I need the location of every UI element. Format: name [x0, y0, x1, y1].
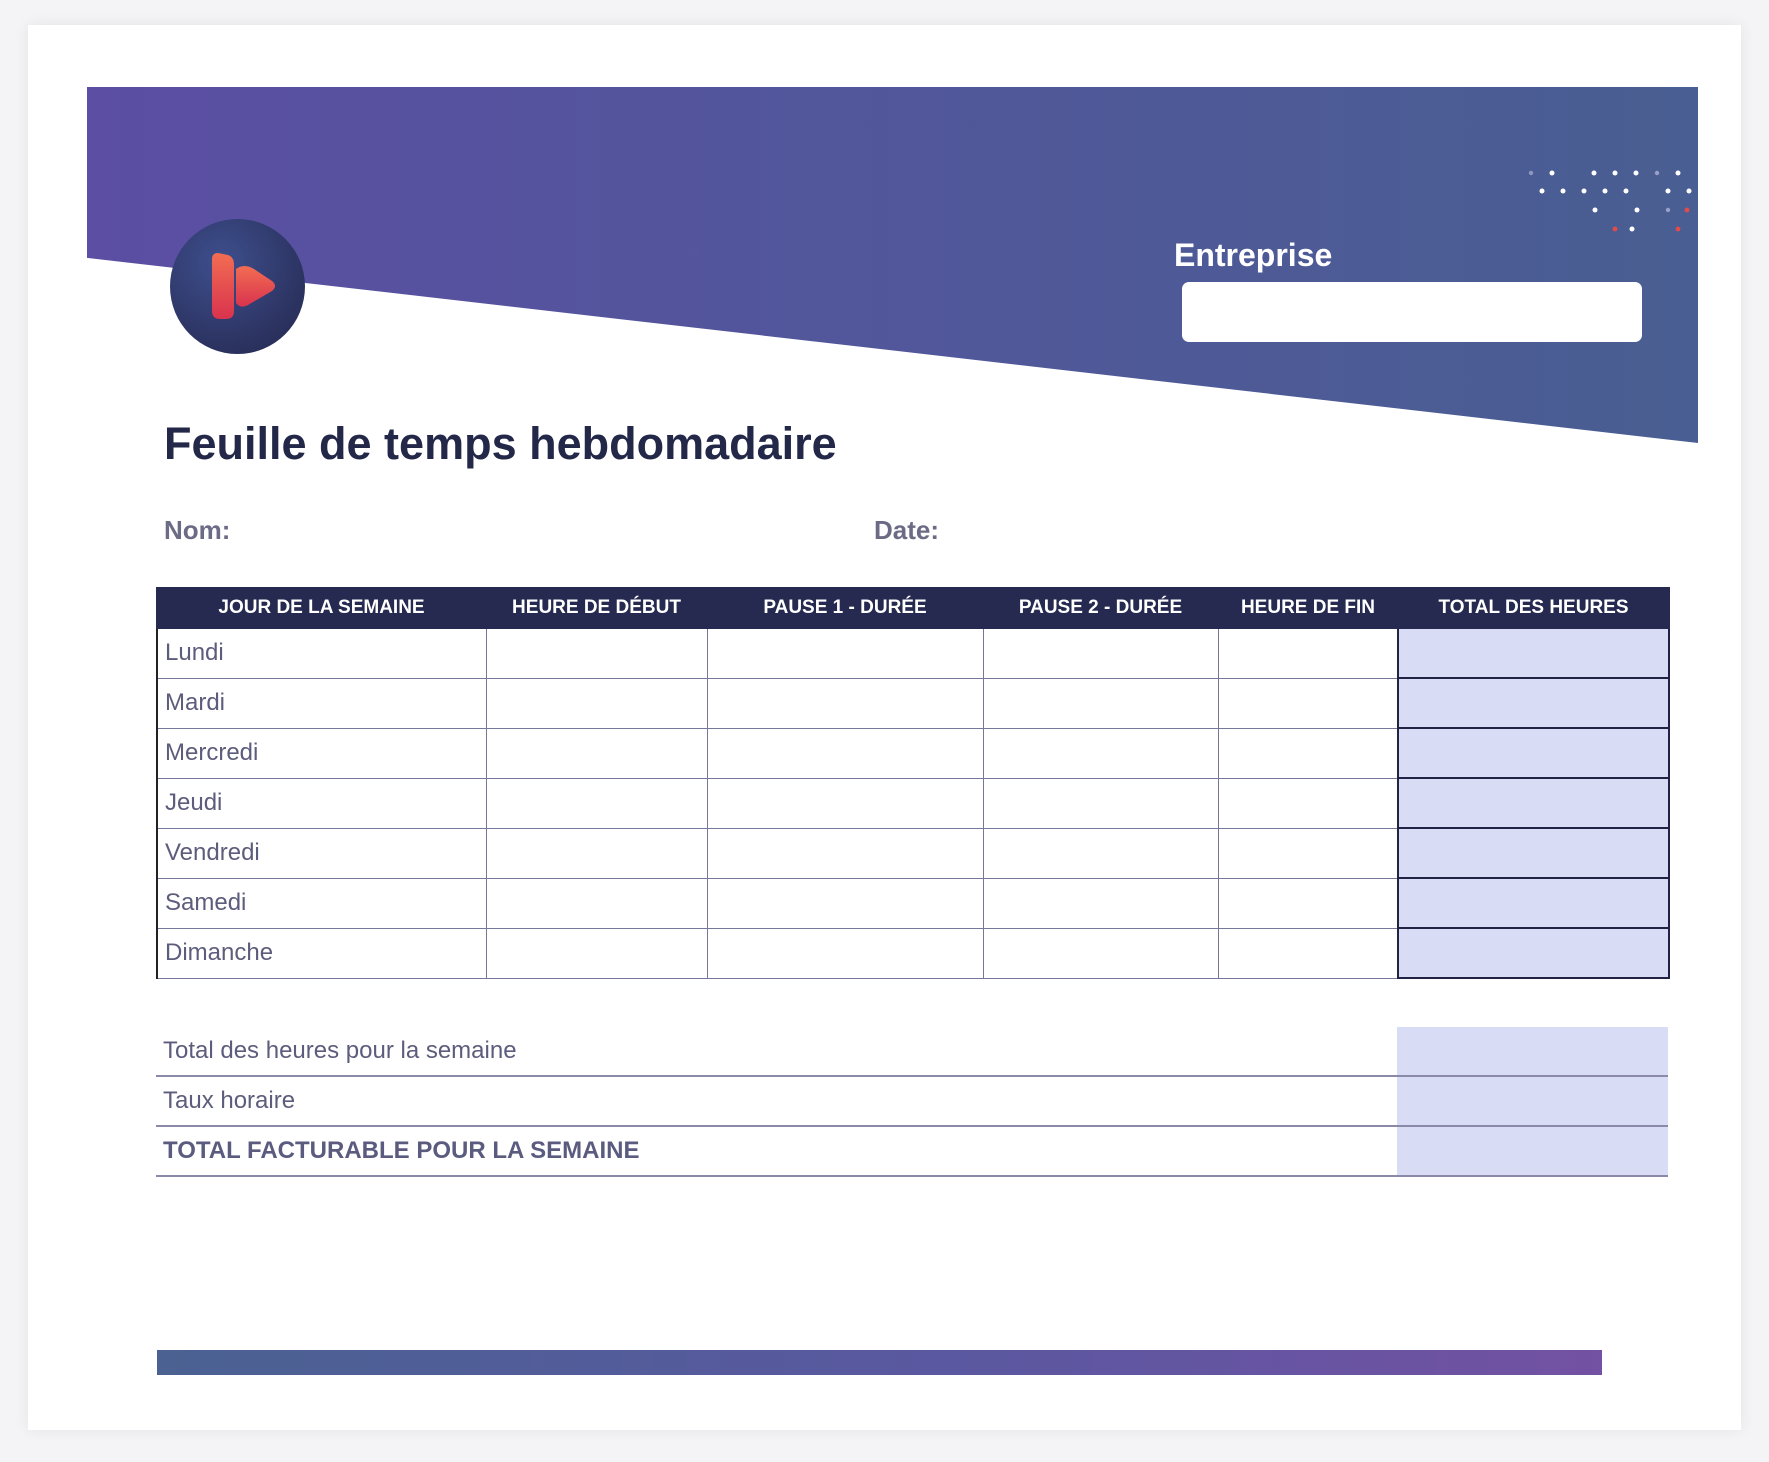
start-time-cell[interactable]	[486, 828, 707, 878]
end-time-cell[interactable]	[1218, 728, 1398, 778]
break2-cell[interactable]	[983, 878, 1218, 928]
summary-row-billable-total	[156, 1126, 1668, 1176]
table-row	[157, 628, 1669, 678]
total-hours-cell	[1398, 628, 1669, 678]
weekly-hours-value	[1397, 1027, 1668, 1076]
date-label: Date:	[874, 515, 940, 545]
end-time-cell[interactable]	[1218, 678, 1398, 728]
column-header-total: TOTAL DES HEURES	[1398, 588, 1669, 628]
break1-cell[interactable]	[707, 928, 983, 978]
day-cell: Mercredi	[157, 728, 486, 778]
day-cell: Vendredi	[157, 828, 486, 878]
summary-table	[156, 1027, 1668, 1177]
break1-cell[interactable]	[707, 628, 983, 678]
billable-total-label: TOTAL FACTURABLE POUR LA SEMAINE	[156, 1126, 1397, 1176]
day-cell: Lundi	[157, 628, 486, 678]
start-time-cell[interactable]	[486, 928, 707, 978]
total-hours-cell	[1398, 878, 1669, 928]
column-header-break1: PAUSE 1 - DURÉE	[707, 588, 983, 628]
end-time-cell[interactable]	[1218, 828, 1398, 878]
table-row	[157, 878, 1669, 928]
day-cell: Dimanche	[157, 928, 486, 978]
billable-total-value	[1397, 1126, 1668, 1176]
break1-cell[interactable]	[707, 878, 983, 928]
timesheet-table	[156, 587, 1670, 979]
break2-cell[interactable]	[983, 928, 1218, 978]
column-header-break2: PAUSE 2 - DURÉE	[983, 588, 1218, 628]
end-time-cell[interactable]	[1218, 878, 1398, 928]
table-row	[157, 728, 1669, 778]
break1-cell[interactable]	[707, 828, 983, 878]
break2-cell[interactable]	[983, 628, 1218, 678]
name-label: Nom:	[164, 515, 231, 545]
end-time-cell[interactable]	[1218, 928, 1398, 978]
end-time-cell[interactable]	[1218, 778, 1398, 828]
dot-pattern-icon	[1515, 165, 1695, 240]
start-time-cell[interactable]	[486, 628, 707, 678]
hourly-rate-label: Taux horaire	[156, 1076, 1397, 1126]
start-time-cell[interactable]	[486, 728, 707, 778]
break1-cell[interactable]	[707, 678, 983, 728]
end-time-cell[interactable]	[1218, 628, 1398, 678]
weekly-hours-label: Total des heures pour la semaine	[156, 1027, 1397, 1076]
start-time-cell[interactable]	[486, 778, 707, 828]
play-logo-icon	[170, 219, 305, 354]
total-hours-cell	[1398, 778, 1669, 828]
summary-row-weekly-hours	[156, 1027, 1668, 1076]
column-header-end: HEURE DE FIN	[1218, 588, 1398, 628]
table-header-row	[157, 588, 1669, 628]
hourly-rate-value[interactable]	[1397, 1076, 1668, 1126]
break2-cell[interactable]	[983, 828, 1218, 878]
start-time-cell[interactable]	[486, 878, 707, 928]
break2-cell[interactable]	[983, 778, 1218, 828]
total-hours-cell	[1398, 828, 1669, 878]
day-cell: Mardi	[157, 678, 486, 728]
table-row	[157, 778, 1669, 828]
company-input[interactable]	[1182, 282, 1642, 342]
column-header-day: JOUR DE LA SEMAINE	[157, 588, 486, 628]
page-title: Feuille de temps hebdomadaire	[164, 418, 837, 469]
total-hours-cell	[1398, 728, 1669, 778]
summary-row-hourly-rate	[156, 1076, 1668, 1126]
day-cell: Jeudi	[157, 778, 486, 828]
day-cell: Samedi	[157, 878, 486, 928]
break2-cell[interactable]	[983, 728, 1218, 778]
break2-cell[interactable]	[983, 678, 1218, 728]
table-row	[157, 828, 1669, 878]
column-header-start: HEURE DE DÉBUT	[486, 588, 707, 628]
total-hours-cell	[1398, 678, 1669, 728]
total-hours-cell	[1398, 928, 1669, 978]
start-time-cell[interactable]	[486, 678, 707, 728]
table-row	[157, 678, 1669, 728]
company-label: Entreprise	[1174, 237, 1333, 273]
break1-cell[interactable]	[707, 728, 983, 778]
table-row	[157, 928, 1669, 978]
company-logo	[170, 219, 305, 354]
footer-gradient-bar	[157, 1350, 1602, 1375]
break1-cell[interactable]	[707, 778, 983, 828]
